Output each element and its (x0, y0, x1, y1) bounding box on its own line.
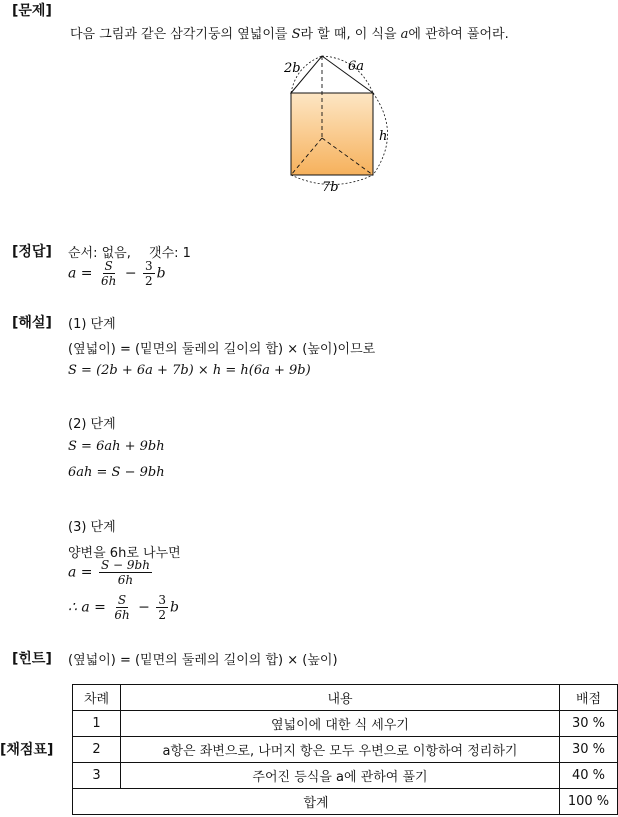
scoring-row-score: 30 % (560, 737, 618, 763)
solution-line-7-den-1: 6h (114, 608, 130, 622)
scoring-row (73, 737, 618, 763)
scoring-row-score: 30 % (560, 711, 618, 737)
problem-var-s: S (291, 27, 301, 42)
solution-step-2: (2) 단계 (68, 417, 116, 432)
answer-meta (68, 242, 191, 261)
scoring-row-content: 주어진 등식을 a에 관하여 풀기 (121, 763, 560, 789)
scoring-row-content: 옆넓이에 대한 식 세우기 (121, 711, 560, 737)
scoring-total-label: 합계 (73, 789, 560, 815)
solution-line-7 (68, 594, 179, 621)
scoring-header-score: 배점 (560, 685, 618, 711)
triangular-prism-figure (270, 48, 420, 198)
answer-count: 갯수: 1 (149, 246, 191, 261)
hint-label: [힌트] (12, 651, 52, 667)
scoring-header-no: 차례 (73, 685, 121, 711)
solution-line-6-lhs: a = (68, 564, 93, 581)
scoring-total-row (73, 789, 618, 815)
scoring-row-no: 1 (73, 711, 121, 737)
hint-text: (옆넓이) = (밑면의 둘레의 길이의 합) × (높이) (68, 653, 338, 668)
answer-frac-2-den: 2 (145, 274, 153, 288)
answer-frac-1 (99, 260, 118, 287)
solution-line-6 (68, 559, 154, 586)
solution-line-1: (옆넓이) = (밑면의 둘레의 길이의 합) × (높이)이므로 (68, 342, 376, 357)
solution-line-7-lhs: ∴ a = (68, 599, 106, 616)
solution-line-6-den: 6h (117, 573, 134, 587)
scoring-row (73, 763, 618, 789)
solution-line-7-frac-2 (156, 594, 168, 621)
scoring-row-no: 2 (73, 737, 121, 763)
answer-frac-1-den: 6h (100, 274, 117, 288)
solution-line-7-num-2: 3 (158, 593, 166, 607)
answer-frac-2-num: 3 (145, 259, 153, 273)
scoring-row (73, 711, 618, 737)
problem-label: [문제] (12, 3, 52, 19)
solution-line-7-den-2: 2 (158, 608, 166, 622)
solution-line-6-frac (99, 559, 152, 586)
solution-line-5: 양변을 6h로 나누면 (68, 546, 181, 561)
problem-text-3: 에 관하여 풀어라. (408, 27, 509, 42)
solution-label: [해설] (12, 315, 52, 331)
solution-step-1: (1) 단계 (68, 317, 116, 332)
label-2b: 2b (284, 61, 301, 76)
answer-lhs: a = (68, 265, 93, 282)
solution-line-6-num: S − 9bh (100, 558, 150, 572)
answer-tail: b (156, 265, 166, 282)
solution-step-3: (3) 단계 (68, 520, 116, 535)
scoring-table (72, 684, 618, 815)
scoring-total-score: 100 % (560, 789, 618, 815)
scoring-header-row (73, 685, 618, 711)
label-7b: 7b (322, 180, 339, 195)
prism-front-face (291, 93, 373, 175)
problem-var-a: a (400, 27, 409, 42)
label-6a: 6a (348, 59, 365, 74)
problem-text-1: 다음 그림과 같은 삼각기둥의 옆넓이를 (70, 27, 292, 42)
scoring-row-score: 40 % (560, 763, 618, 789)
solution-line-4: 6ah = S − 9bh (68, 465, 165, 480)
solution-line-3: S = 6ah + 9bh (68, 439, 165, 454)
answer-minus: − (124, 265, 137, 282)
problem-text (70, 23, 509, 42)
solution-line-2: S = (2b + 6a + 7b) × h = h(6a + 9b) (68, 363, 311, 378)
solution-line-7-tail: b (170, 599, 179, 616)
solution-line-7-minus: − (138, 599, 150, 616)
answer-frac-1-num: S (104, 259, 113, 273)
answer-order: 순서: 없음, (68, 246, 131, 261)
scoring-header-content: 내용 (121, 685, 560, 711)
solution-line-7-num-1: S (117, 593, 127, 607)
scoring-row-no: 3 (73, 763, 121, 789)
label-h: h (379, 129, 388, 144)
answer-label: [정답] (12, 244, 52, 260)
answer-formula (68, 260, 166, 287)
answer-frac-2 (143, 260, 155, 287)
scoring-row-content: a항은 좌변으로, 나머지 항은 모두 우변으로 이항하여 정리하기 (121, 737, 560, 763)
problem-text-2: 라 할 때, 이 식을 (300, 27, 401, 42)
solution-line-7-frac-1 (112, 594, 131, 621)
scoring-label: [채점표] (0, 742, 54, 758)
